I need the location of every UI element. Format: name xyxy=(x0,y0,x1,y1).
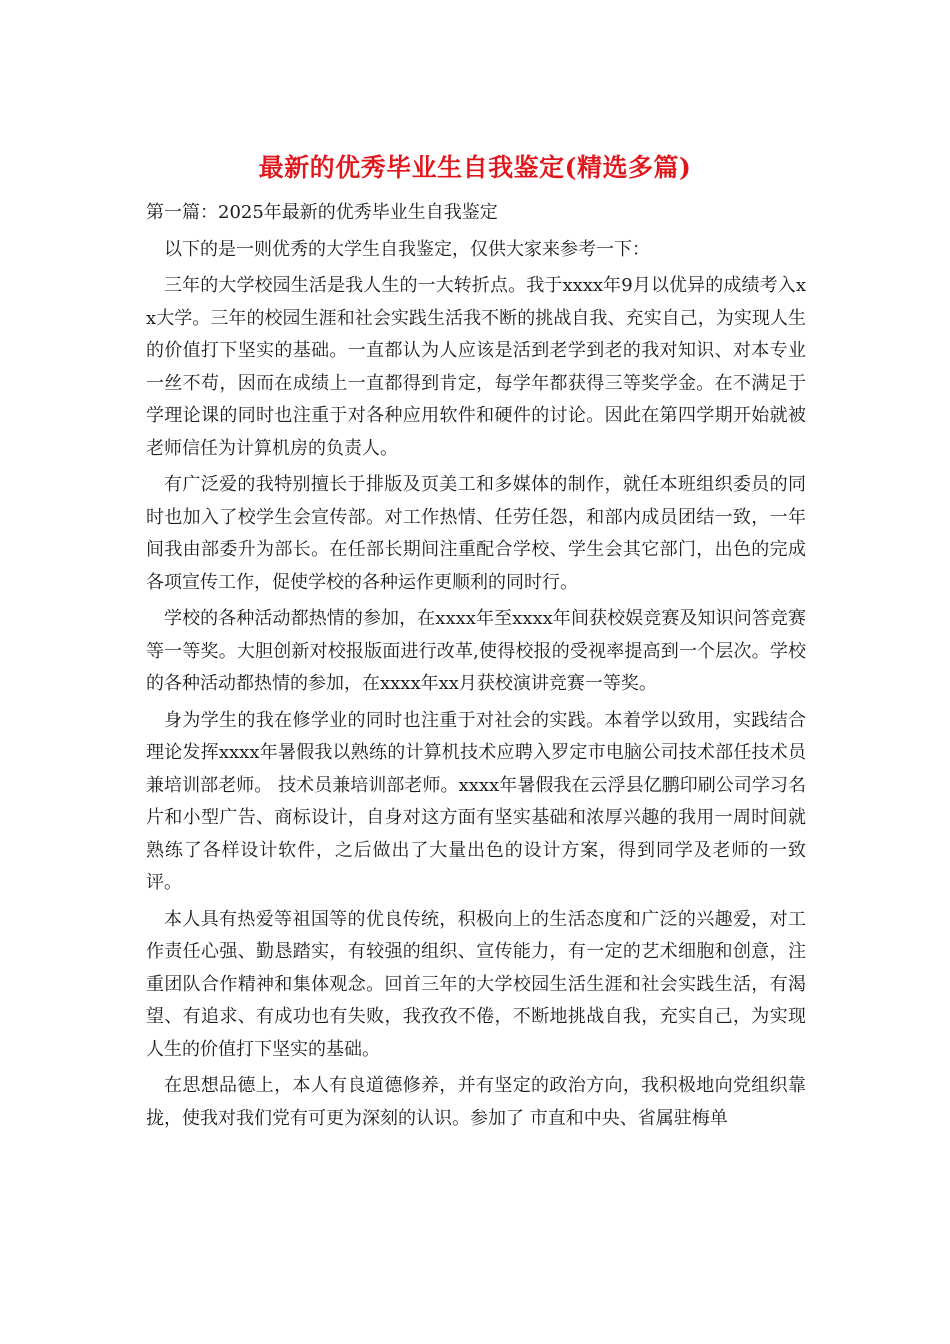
paragraph-intro: 以下的是一则优秀的大学生自我鉴定，仅供大家来参考一下： xyxy=(164,238,650,260)
section-heading: 第一篇：2025年最新的优秀毕业生自我鉴定 xyxy=(146,202,498,223)
paragraph-practice: 身为学生的我在修学业的同时也注重于对社会的实践。本着学以致用，实践结合理论发挥xxxx年暑假我以熟练的计算机技术应聘入罗定市电脑公司技术部任技术员兼培训部老师。 技术员兼培训部老师。xxxx年暑假我在云浮县亿鹏印刷公司学习名片和小型广告、商标设计，自身对这方面有坚实基础和浓厚兴趣的我用一周时间就熟练了各样设计软件，之后做出了大量出色的设计方案，得到同学及老师的一致评。 xyxy=(146,709,806,893)
document-body xyxy=(146,197,806,1139)
document-title: 最新的优秀毕业生自我鉴定(精选多篇) xyxy=(258,153,692,182)
paragraph-activities: 学校的各种活动都热情的参加，在xxxx年至xxxx年间获校娱竞赛及知识问答竞赛等一等奖。大胆创新对校报版面进行改革,使得校报的受视率提高到一个层次。学校的各种活动都热情的参加，在xxxx年xx月获校演讲竞赛一等奖。 xyxy=(146,608,806,694)
paragraph-character: 本人具有热爱等祖国等的优良传统，积极向上的生活态度和广泛的兴趣爱，对工作责任心强、勤恳踏实，有较强的组织、宣传能力，有一定的艺术细胞和创意，注重团队合作精神和集体观念。回首三年的大学校园生活生涯和社会实践生活，有渴望、有追求、有成功也有失败，我孜孜不倦，不断地挑战自我，充实自己，为实现人生的价值打下坚实的基础。 xyxy=(146,908,806,1060)
paragraph-study: 三年的大学校园生活是我人生的一大转折点。我于xxxx年9月以优异的成绩考入xx大学。三年的校园生涯和社会实践生活我不断的挑战自我、充实自己，为实现人生的价值打下坚实的基础。一直都认为人应该是活到老学到老的我对知识、对本专业一丝不苟，因而在成绩上一直都得到肯定，每学年都获得三等奖学金。在不满足于学理论课的同时也注重于对各种应用软件和硬件的讨论。因此在第四学期开始就被老师信任为计算机房的负责人。 xyxy=(146,275,806,459)
paragraph-student-union: 有广泛爱的我特别擅长于排版及页美工和多媒体的制作，就任本班组织委员的同时也加入了校学生会宣传部。对工作热情、任劳任怨，和部内成员团结一致，一年间我由部委升为部长。在任部长期间注重配合学校、学生会其它部门，出色的完成各项宣传工作，促使学校的各种运作更顺利的同时行。 xyxy=(146,474,806,593)
paragraph-ideology: 在思想品德上，本人有良道德修养，并有坚定的政治方向，我积极地向党组织靠拢，使我对我们党有可更为深刻的认识。参加了 市直和中央、省属驻梅单 xyxy=(146,1075,806,1129)
